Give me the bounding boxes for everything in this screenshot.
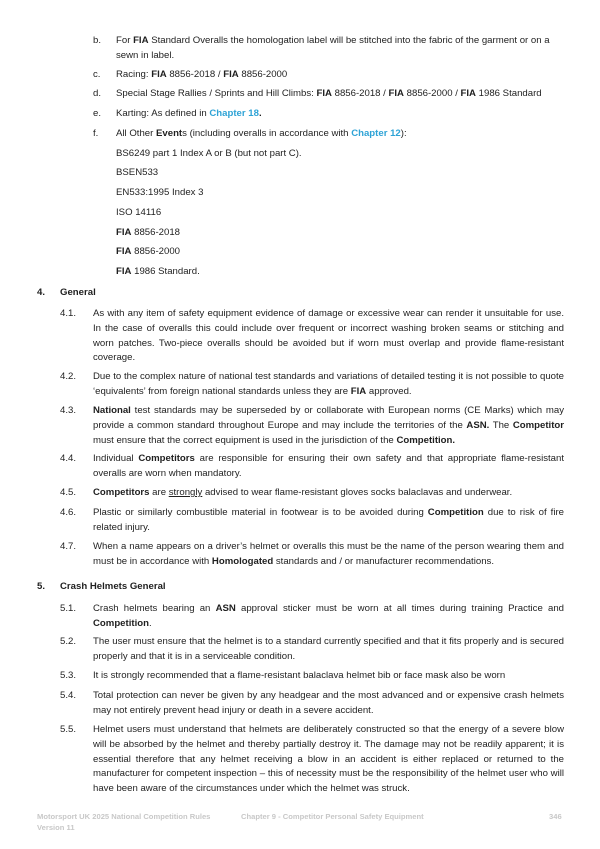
sub-item-text: Racing: FIA 8856-2018 / FIA 8856-2000	[116, 69, 288, 80]
sub-item-label: d.	[93, 88, 102, 99]
clause-5-5	[60, 723, 564, 797]
clause-text: Helmet users must understand that helmets are deliberately constructed so that the energy of a severe blow will be absorbed by the helmet and thereby partially destroy it. The damage may not be readily apparent; it is essential therefore that any helmet receiving a blow in an accident is either replaced or returned to the manufacturer for competent inspection – this of necessity must be the responsibility of the helmet user who will have been aware of the circumstances under which the helmet was struck.	[93, 724, 564, 795]
bold-term: Competition	[427, 507, 484, 518]
bold-term: FIA	[133, 35, 149, 46]
clause-number: 4.6.	[60, 507, 77, 518]
bold-term: Competitors	[93, 487, 150, 498]
clause-number: 5.5.	[60, 724, 77, 735]
clause-number: 5.4.	[60, 690, 77, 701]
bold-term: FIA	[116, 227, 132, 238]
sub-item-label: e.	[93, 108, 102, 119]
standard-line: FIA 8856-2000	[116, 246, 181, 257]
chapter-link[interactable]: Chapter 18	[209, 108, 259, 119]
clause-text: When a name appears on a driver’s helmet or overalls this must be the name of the person wearing them and must be in accordance with Homologated standards and / or manufacturer recommendations.	[93, 541, 564, 567]
section-title: Crash Helmets General	[60, 581, 166, 592]
standard-line: BSEN533	[116, 167, 159, 178]
footer-chapter: Chapter 9 - Competitor Personal Safety Equipment	[241, 812, 424, 821]
bold-term: FIA	[350, 385, 367, 397]
standard-line: EN533:1995 Index 3	[116, 187, 204, 198]
clause-text: Plastic or similarly combustible material in footwear is to be avoided during Competition due to risk of fire related injury.	[93, 507, 564, 533]
clause-text: As with any item of safety equipment evidence of damage or excessive wear can render it unsuitable for use. In the case of overalls this could include over frequent or incorrect washing broken seams or stitching and worn patches. Two-piece overalls should be avoided but if worn must overlap and provide flame-resistant coverage.	[93, 308, 564, 364]
clause-5-4	[60, 689, 564, 719]
clause-5-3	[60, 669, 564, 684]
clause-text: The user must ensure that the helmet is to a standard currently specified and that it fits properly and is secured properly and that it is in a serviceable condition.	[93, 636, 564, 662]
standard-line: FIA 1986 Standard.	[116, 266, 200, 277]
clause-text: Crash helmets bearing an ASN approval sticker must be worn at all times during training Practice and Competition.	[93, 603, 564, 629]
clause-number: 5.3.	[60, 670, 77, 681]
standard-line: FIA 8856-2018	[116, 227, 181, 238]
footer-version: Version 11	[37, 822, 75, 832]
clause-number: 4.3.	[60, 405, 77, 416]
clause-4-1	[60, 307, 564, 366]
clause-number: 4.2.	[60, 371, 77, 382]
sub-item-label: f.	[93, 128, 99, 139]
footer-doc-info	[37, 812, 210, 833]
clause-text: Total protection can never be given by any headgear and the most advanced and or expensive crash helmets may not entirely prevent head injury or death in a severe accident.	[93, 690, 564, 716]
bold-term: Competition.	[396, 434, 456, 446]
bold-term: FIA	[460, 88, 476, 99]
bold-term: FIA	[223, 69, 239, 80]
bold-term: ASN.	[466, 419, 490, 431]
bold-term: Homologated	[211, 555, 274, 567]
clause-number: 4.4.	[60, 453, 77, 464]
clause-text: National test standards may be superseded by or collaborate with European norms (CE Marks) which may provide a common standard throughout Europe and may include the territories of the ASN. The Competitor must ensure that the correct equipment is used in the jurisdiction of the Competition.	[93, 405, 564, 446]
clause-number: 5.1.	[60, 603, 77, 614]
sub-item-label: c.	[93, 69, 101, 80]
standard-line: ISO 14116	[116, 207, 162, 218]
bold-term: ASN	[215, 603, 236, 614]
clause-4-7	[60, 540, 564, 570]
bold-term: National	[93, 405, 131, 416]
clause-number: 4.5.	[60, 487, 77, 498]
sub-item-text: Special Stage Rallies / Sprints and Hill Climbs: FIA 8856-2018 / FIA 8856-2000 / FIA 1986 Standard	[116, 88, 542, 99]
sub-item-text: All Other Events (including overalls in accordance with Chapter 12):	[116, 128, 407, 139]
clause-4-3	[60, 404, 564, 448]
underlined-term: strongly	[168, 487, 203, 498]
bold-term: FIA	[316, 88, 332, 99]
clause-4-6	[60, 506, 564, 536]
bold-term: FIA	[116, 246, 132, 257]
clause-text: It is strongly recommended that a flame-resistant balaclava helmet bib or face mask also be worn	[93, 670, 506, 681]
section-number: 4.	[37, 287, 46, 298]
bold-term: Competitor	[512, 419, 564, 431]
clause-text: Competitors are strongly advised to wear flame-resistant gloves socks balaclavas and underwear.	[93, 487, 513, 498]
sub-item-text: Karting: As defined in Chapter 18.	[116, 108, 262, 119]
clause-text: Due to the complex nature of national test standards and variations of detailed testing it is not possible to quote ‘equivalents’ from foreign national standards unless they are FIA approved.	[93, 371, 564, 397]
clause-5-2	[60, 635, 564, 665]
clause-number: 5.2.	[60, 636, 77, 647]
bold-term: Competitors	[138, 453, 195, 464]
bold-term: FIA	[151, 69, 167, 80]
bold-term: Event	[156, 128, 183, 139]
clause-5-1	[60, 602, 564, 632]
section-5-heading	[37, 580, 166, 595]
clause-4-4	[60, 452, 564, 482]
sub-item-e	[93, 107, 563, 122]
sub-item-d	[93, 87, 563, 102]
sub-item-text: For FIA Standard Overalls the homologation label will be stitched into the fabric of the garment or on a sewn in label.	[116, 35, 550, 61]
footer-doc-title: Motorsport UK 2025 National Competition Rules	[37, 812, 211, 821]
bold-term: FIA	[116, 266, 132, 277]
sub-item-b	[93, 34, 563, 64]
section-4-heading	[37, 286, 96, 301]
bold-term: .	[258, 108, 262, 119]
bold-term: Competition	[93, 617, 149, 629]
sub-item-f	[93, 127, 563, 142]
section-number: 5.	[37, 581, 46, 592]
sub-item-label: b.	[93, 35, 102, 46]
clause-number: 4.1.	[60, 308, 77, 319]
bold-term: FIA	[388, 88, 404, 99]
section-title: General	[60, 287, 96, 298]
clause-4-2	[60, 370, 564, 400]
clause-number: 4.7.	[60, 541, 77, 552]
standard-line: BS6249 part 1 Index A or B (but not part C).	[116, 148, 302, 159]
clause-4-5	[60, 486, 564, 501]
footer-page-number: 346	[549, 812, 562, 821]
clause-text: Individual Competitors are responsible for ensuring their own safety and that appropriate flame-resistant overalls are worn when mandatory.	[93, 453, 565, 479]
sub-item-c	[93, 68, 563, 83]
chapter-link[interactable]: Chapter 12	[351, 128, 401, 139]
